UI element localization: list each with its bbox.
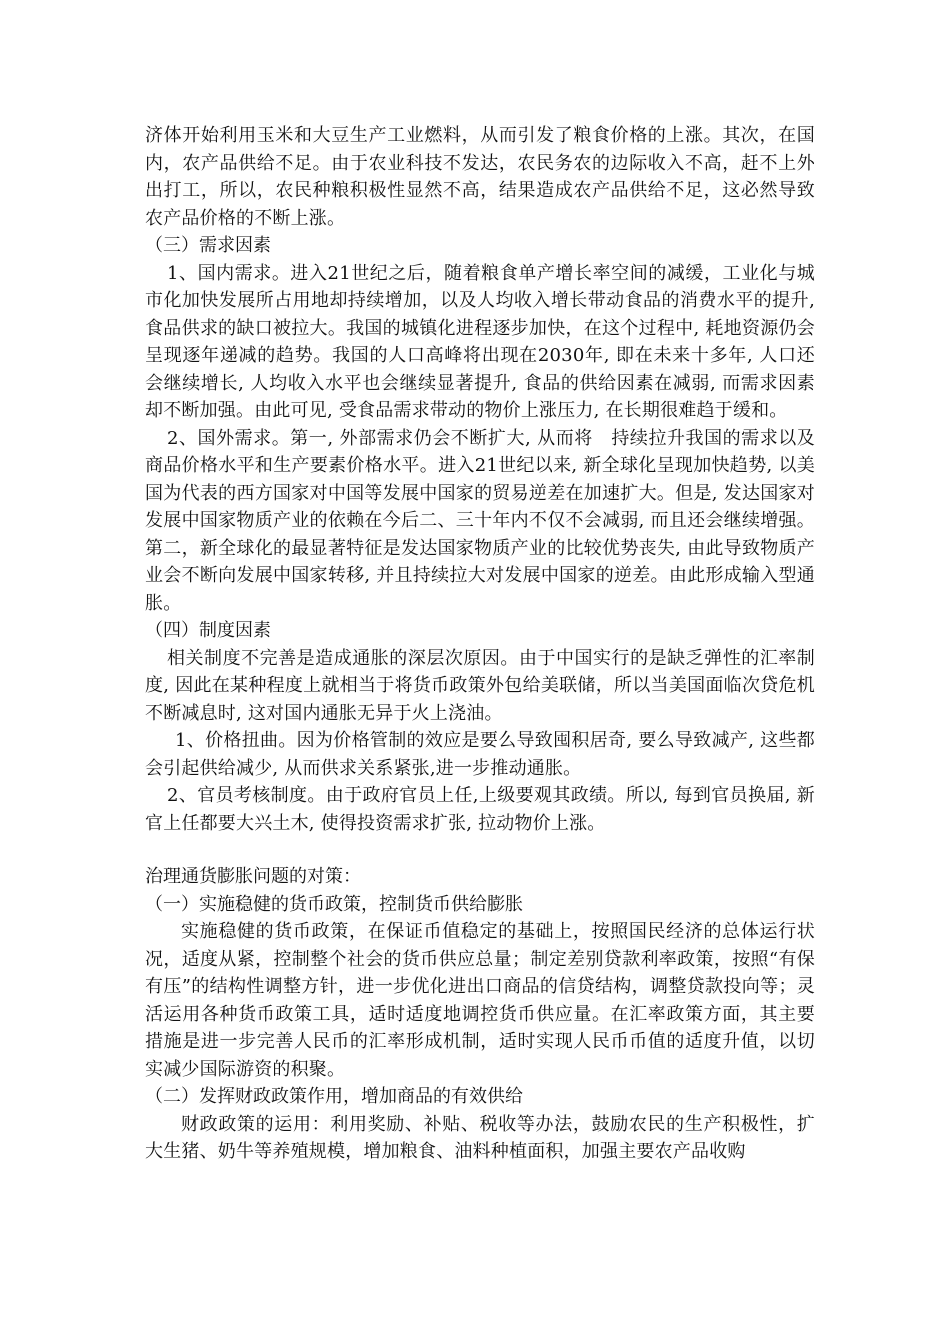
paragraph-institutional-intro: 相关制度不完善是造成通胀的深层次原因。由于中国实行的是缺乏弹性的汇率制度, 因此在某种程度上就相当于将货币政策外包给美联储，所以当美国面临次贷危机不断减息时, 这对国内通胀无异于火上浇油。	[145, 647, 815, 724]
paragraph-fiscal-policy: 财政政策的运用：利用奖励、补贴、税收等办法，鼓励农民的生产积极性，扩大生猪、奶牛等养殖规模，增加粮食、油料种植面积，加强主要农产品收购	[145, 1113, 815, 1162]
subsection-heading-fiscal-policy: （二）发挥财政政策作用，增加商品的有效供给	[145, 1086, 523, 1107]
paragraph-price-distortion: 1、价格扭曲。因为价格管制的效应是要么导致囤积居奇, 要么导致减产, 这些都会引起供给减少, 从而供求关系紧张,进一步推动通胀。	[145, 730, 815, 779]
paragraph-official-evaluation: 2、官员考核制度。由于政府官员上任,上级要观其政绩。所以, 每到官员换届, 新官上任都要大兴土木, 使得投资需求扩张, 拉动物价上涨。	[145, 785, 815, 834]
section-heading-demand-factors: （三）需求因素	[145, 235, 271, 256]
paragraph-domestic-demand: 1、国内需求。进入21世纪之后，随着粮食单产增长率空间的减缓，工业化与城市化加快发展所占用地却持续增加，以及人均收入增长带动食品的消费水平的提升, 食品供求的缺口被拉大。我国的城镇化进程逐步加快，在这个过程中, 耗地资源仍会呈现逐年递减的趋势。我国的人口高峰将出现在2030年, 即在未来十多年, 人口还会继续增长, 人均收入水平也会继续显著提升, 食品的供给因素在减弱, 而需求因素却不断加强。由此可见, 受食品需求带动的物价上涨压力, 在长期很难趋于缓和。	[145, 262, 815, 421]
paragraph-foreign-demand: 2、国外需求。第一, 外部需求仍会不断扩大, 从而将 持续拉升我国的需求以及商品价格水平和生产要素价格水平。进入21世纪以来, 新全球化呈现加快趋势, 以美国为代表的西方国家对中国等发展中国家的贸易逆差在加速扩大。但是, 发达国家对发展中国家物质产业的依赖在今后二、三十年内不仅不会减弱, 而且还会继续增强。第二，新全球化的最显著特征是发达国家物质产业的比较优势丧失, 由此导致物质产业会不断向发展中国家转移, 并且持续拉大对发展中国家的逆差。由此形成输入型通胀。	[145, 427, 815, 614]
section-heading-institutional-factors: （四）制度因素	[145, 620, 271, 641]
subsection-heading-monetary-policy: （一）实施稳健的货币政策，控制货币供给膨胀	[145, 893, 523, 915]
paragraph-supply-factors-continued: 济体开始利用玉米和大豆生产工业燃料，从而引发了粮食价格的上涨。其次，在国内，农产品供给不足。由于农业科技不发达，农民务农的边际收入不高，赶不上外出打工，所以，农民种粮积极性显然不高，结果造成农产品供给不足，这必然导致农产品价格的不断上涨。	[145, 125, 815, 229]
document-body	[145, 122, 815, 1166]
paragraph-monetary-policy: 实施稳健的货币政策，在保证币值稳定的基础上，按照国民经济的总体运行状况，适度从紧，控制整个社会的货币供应总量；制定差别贷款利率政策，按照“有保有压”的结构性调整方针，进一步优化进出口商品的信贷结构，调整贷款投向等；灵活运用各种货币政策工具，适时适度地调控货币供应量。在汇率政策方面，其主要措施是进一步完善人民币的汇率形成机制，适时实现人民币币值的适度升值，以切实减少国际游资的积聚。	[145, 921, 815, 1080]
section-heading-countermeasures: 治理通货膨胀问题的对策：	[145, 866, 361, 887]
blank-line-spacer	[145, 837, 815, 863]
